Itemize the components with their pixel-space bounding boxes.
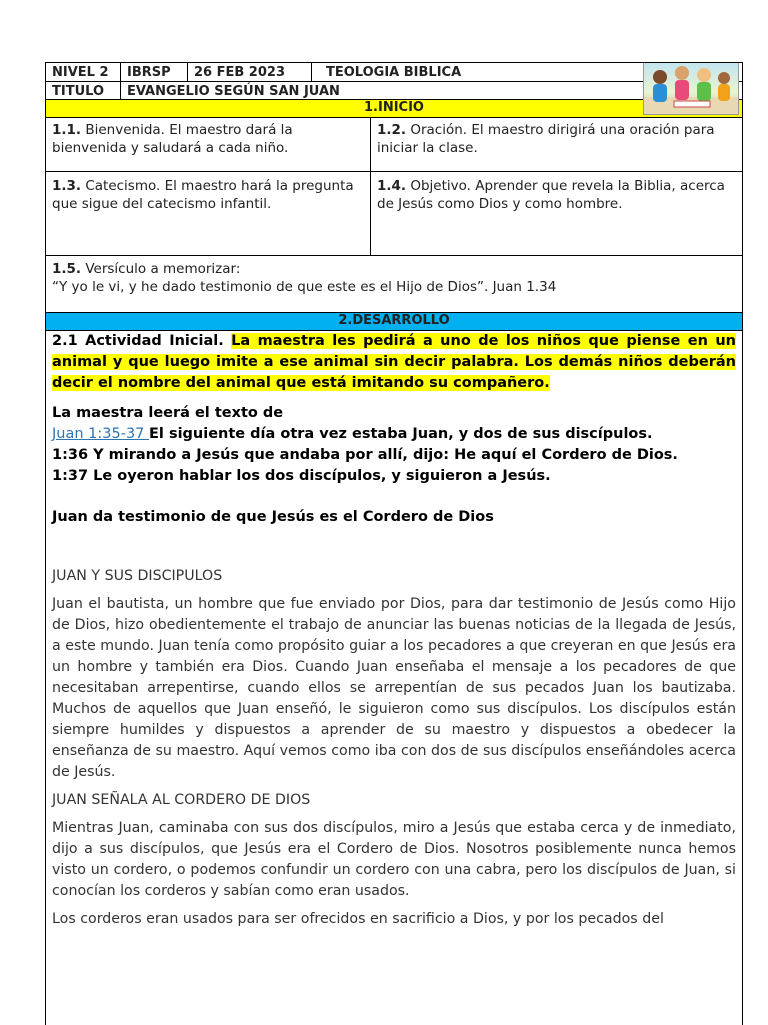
text-1-1: Bienvenida. El maestro dará la bienvenida y saludará a cada niño. <box>52 122 293 156</box>
num-1-4: 1.4. <box>377 178 407 194</box>
inicio-row-1 <box>46 118 742 172</box>
sec1-title: JUAN Y SUS DISCIPULOS <box>52 568 223 584</box>
text-1-4: Objetivo. Aprender que revela la Biblia, acerca de Jesús como Dios y como hombre. <box>377 178 725 212</box>
text-1-5: Versículo a memorizar: <box>81 261 241 277</box>
num-1-3: 1.3. <box>52 178 82 194</box>
actividad-inicial <box>52 331 736 394</box>
children-image <box>643 62 739 115</box>
juan-ref-link[interactable]: Juan 1:35-37 <box>52 426 150 442</box>
num-1-1: 1.1. <box>52 122 82 138</box>
text-1-3: Catecismo. El maestro hará la pregunta que sigue del catecismo infantil. <box>52 178 354 212</box>
titulo-label: TITULO <box>46 82 121 99</box>
inicio-row-2 <box>46 172 742 256</box>
num-1-2: 1.2. <box>377 122 407 138</box>
desarrollo-body <box>52 331 736 930</box>
cell-1-1 <box>46 118 371 171</box>
cell-1-3 <box>46 172 371 255</box>
lesson-document <box>45 62 743 1025</box>
lectura-intro: La maestra leerá el texto de <box>52 405 284 421</box>
subtitulo: Juan da testimonio de que Jesús es el Cordero de Dios <box>52 509 494 525</box>
sec1-text: Juan el bautista, un hombre que fue enviado por Dios, para dar testimonio de Jesús como Hijo de Dios, hizo obedientemente el trabajo de anunciar las buenas noticias de la llegada de Jesús, a este mundo. Juan tenía como propósito guiar a los pecadores a que creyeran en que Jesús era un hombre y también era Dios. Cuando Juan enseñaba el mensaje a los pecadores de que necesitaban arrepentirse, cuando ellos se arrepentían de sus pecados Juan los bautizaba. Muchos de aquellos que Juan enseñó, le siguieron como sus discípulos. Los discípulos están siempre humildes y dispuestos a aprender de su maestro y dispuestos a obedecer la enseñanza de su maestro. Aquí vemos como iba con dos de sus discípulos enseñándoles acerca de Jesús. <box>52 596 736 780</box>
cell-1-4 <box>371 172 742 255</box>
cell-1-2 <box>371 118 742 171</box>
escuela-cell: IBRSP <box>121 63 188 81</box>
desarrollo-heading: 2.DESARROLLO <box>46 313 742 331</box>
verse-35-line <box>52 424 736 445</box>
sec2-title: JUAN SEÑALA AL CORDERO DE DIOS <box>52 792 311 808</box>
verse-text: “Y yo le vi, y he dado testimonio de que este es el Hijo de Dios”. Juan 1.34 <box>52 279 557 295</box>
text-1-2: Oración. El maestro dirigirá una oración para iniciar la clase. <box>377 122 715 156</box>
actividad-text: La maestra les pedirá a uno de los niños que piense en un animal y que luego imite a ese animal sin decir palabra. Los demás niños deberán decir el nombre del animal que está imitando su compañero. <box>52 333 736 391</box>
cell-1-5 <box>46 256 742 312</box>
materia-cell: TEOLOGIA BIBLICA <box>326 65 462 80</box>
sec2-text: Mientras Juan, caminaba con sus dos discípulos, miro a Jesús que estaba cerca y de inmediato, dijo a sus discípulos, que Jesús era el Cordero de Dios. Nosotros posiblemente nunca hemos visto un cordero, o podemos confundir un cordero con una cabra, pero los discípulos de Juan, si conocían los corderos y sabían como eran usados. <box>52 820 736 899</box>
verse-35: El siguiente día otra vez estaba Juan, y dos de sus discípulos. <box>149 426 653 442</box>
header-row <box>46 63 742 82</box>
titulo-value: EVANGELIO SEGÚN SAN JUAN <box>127 84 340 99</box>
nivel-cell: NIVEL 2 <box>46 63 121 81</box>
fecha-cell: 26 FEB 2023 <box>188 63 312 81</box>
sec3-text: Los corderos eran usados para ser ofrecidos en sacrificio a Dios, y por los pecados del <box>52 911 664 927</box>
verse-37: 1:37 Le oyeron hablar los dos discípulos, y siguieron a Jesús. <box>52 468 551 484</box>
actividad-label: 2.1 Actividad Inicial. <box>52 333 224 349</box>
inicio-heading: 1.INICIO <box>46 100 742 118</box>
num-1-5: 1.5. <box>52 261 82 277</box>
lectura-block <box>52 403 736 487</box>
titulo-row <box>46 82 742 100</box>
verse-36: 1:36 Y mirando a Jesús que andaba por allí, dijo: He aquí el Cordero de Dios. <box>52 447 678 463</box>
inicio-row-3 <box>46 256 742 313</box>
